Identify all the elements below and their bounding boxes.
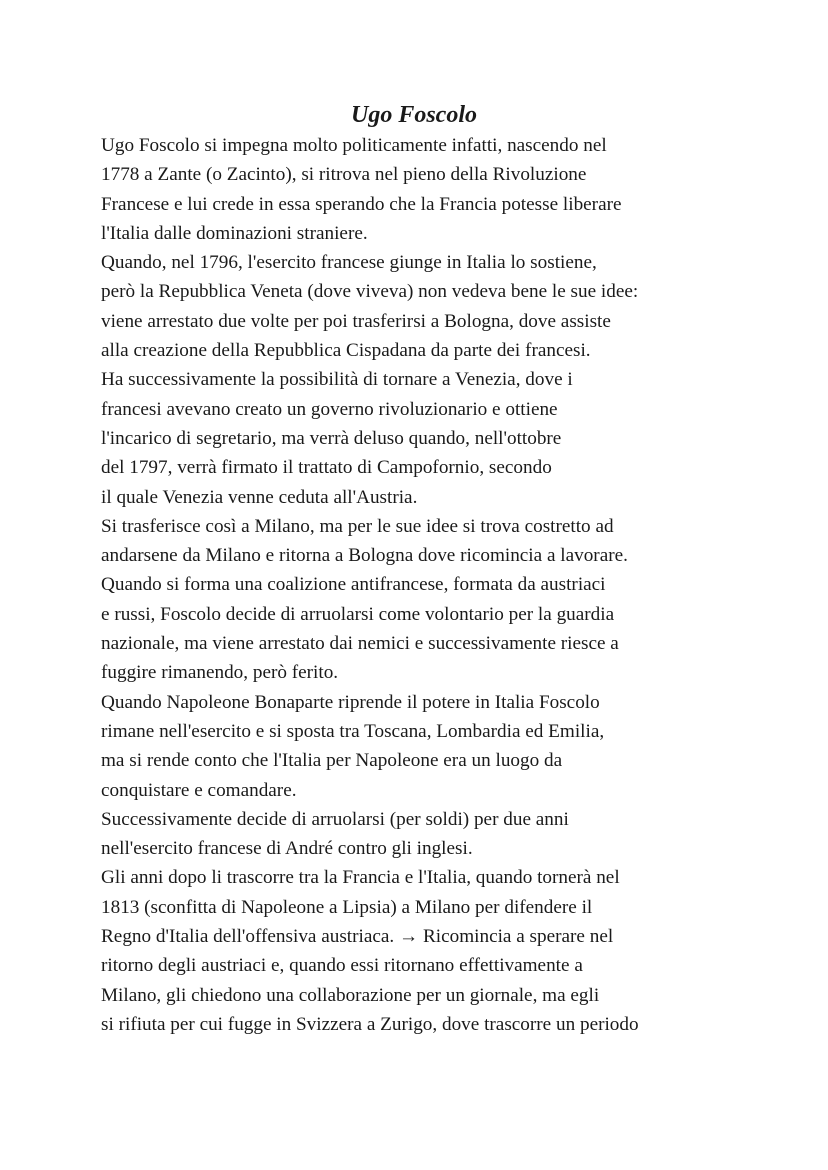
text-line: conquistare e comandare. xyxy=(101,779,297,801)
text-line: ritorno degli austriaci e, quando essi ritornano effettivamente a xyxy=(101,955,583,977)
text-line: andarsene da Milano e ritorna a Bologna dove ricomincia a lavorare. xyxy=(101,545,628,567)
text-line: ma si rende conto che l'Italia per Napoleone era un luogo da xyxy=(101,750,563,772)
document-title: Ugo Foscolo xyxy=(351,102,477,128)
text-line: Milano, gli chiedono una collaborazione per un giornale, ma egli xyxy=(101,984,600,1006)
text-line: Francese e lui crede in essa sperando che la Francia potesse liberare xyxy=(101,193,622,215)
text-line: Ha successivamente la possibilità di tornare a Venezia, dove i xyxy=(101,369,573,391)
text-line: Quando si forma una coalizione antifrancese, formata da austriaci xyxy=(101,574,606,596)
text-line: 1778 a Zante (o Zacinto), si ritrova nel pieno della Rivoluzione xyxy=(101,164,587,186)
text-line: si rifiuta per cui fugge in Svizzera a Zurigo, dove trascorre un periodo xyxy=(101,1013,639,1035)
text-line: il quale Venezia venne ceduta all'Austria. xyxy=(101,486,418,508)
text-line: l'Italia dalle dominazioni straniere. xyxy=(101,222,368,244)
text-line: Quando Napoleone Bonaparte riprende il potere in Italia Foscolo xyxy=(101,691,600,713)
text-line: Quando, nel 1796, l'esercito francese giunge in Italia lo sostiene, xyxy=(101,252,597,274)
text-line: Successivamente decide di arruolarsi (per soldi) per due anni xyxy=(101,808,569,830)
text-line: Ugo Foscolo si impegna molto politicamente infatti, nascendo nel xyxy=(101,135,607,156)
text-line: del 1797, verrà firmato il trattato di Campofornio, secondo xyxy=(101,457,552,479)
text-line: 1813 (sconfitta di Napoleone a Lipsia) a Milano per difendere il xyxy=(101,896,593,918)
text-line: fuggire rimanendo, però ferito. xyxy=(101,662,339,684)
text-line: rimane nell'esercito e si sposta tra Toscana, Lombardia ed Emilia, xyxy=(101,720,605,742)
text-line: Si trasferisce così a Milano, ma per le sue idee si trova costretto ad xyxy=(101,515,614,537)
text-line: alla creazione della Repubblica Cispadana da parte dei francesi. xyxy=(101,340,591,362)
text-line: e russi, Foscolo decide di arruolarsi come volontario per la guardia xyxy=(101,603,615,625)
text-line: nazionale, ma viene arrestato dai nemici e successivamente riesce a xyxy=(101,633,619,655)
text-line: però la Repubblica Veneta (dove viveva) non vedeva bene le sue idee: xyxy=(101,281,639,303)
text-line: l'incarico di segretario, ma verrà deluso quando, nell'ottobre xyxy=(101,427,562,449)
text-line: viene arrestato due volte per poi trasferirsi a Bologna, dove assiste xyxy=(101,310,611,332)
document-body xyxy=(101,131,741,1039)
text-line: Regno d'Italia dell'offensiva austriaca. → Ricomincia a sperare nel xyxy=(101,926,614,948)
text-line: francesi avevano creato un governo rivoluzionario e ottiene xyxy=(101,398,558,420)
text-line: nell'esercito francese di André contro gli inglesi. xyxy=(101,838,473,860)
text-line: Gli anni dopo li trascorre tra la Francia e l'Italia, quando tornerà nel xyxy=(101,867,620,889)
